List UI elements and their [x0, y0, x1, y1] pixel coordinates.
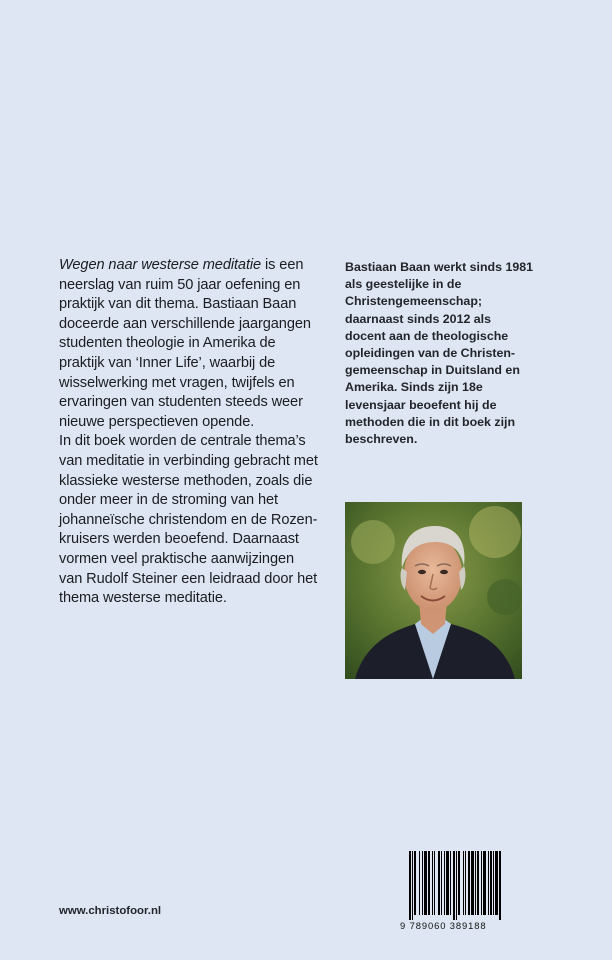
author-bio [345, 259, 535, 448]
back-cover-blurb [59, 256, 321, 609]
isbn-barcode-icon [400, 851, 523, 920]
isbn-number: 9 789060 389188 [400, 920, 487, 931]
author-portrait-photo-icon [345, 502, 522, 679]
author-portrait [345, 502, 522, 679]
blurb-paragraph-1-text: is een neerslag van ruim 50 jaar oefening en praktijk van dit thema. Bastiaan Baan doceerde aan verschillende jaargangen studenten theologie in Amerika de praktijk van ‘Inner Life’, waarbij de wisselwerking met vragen, twijfels en ervaringen van studenten steeds weer nieuwe perspectieven opende. [59, 257, 311, 430]
publisher-website: www.christofoor.nl [59, 905, 162, 917]
blurb-paragraph-1 [59, 256, 321, 432]
author-bio-text: Bastiaan Baan werkt sinds 1981 als geestelijke in de Christengemeenschap; daarnaast sinds 2012 als docent aan de theologische opleidingen van de Christengemeenschap in Duitsland en Amerika. Sinds zijn 18e levensjaar beoefent hij de methoden die in dit boek zijn beschreven. [345, 260, 534, 447]
blurb-paragraph-2: In dit boek worden de centrale thema’s van meditatie in verbinding gebracht met klassieke westerse methoden, zoals die onder meer in de stroming van het johanneïsche christendom en de Rozenkruisers werden beoefend. Daarnaast vormen veel praktische aanwijzingen van Rudolf Steiner een leidraad door het thema westerse meditatie. [59, 433, 318, 607]
book-title-italic: Wegen naar westerse meditatie [59, 257, 262, 273]
isbn-barcode [400, 851, 523, 932]
